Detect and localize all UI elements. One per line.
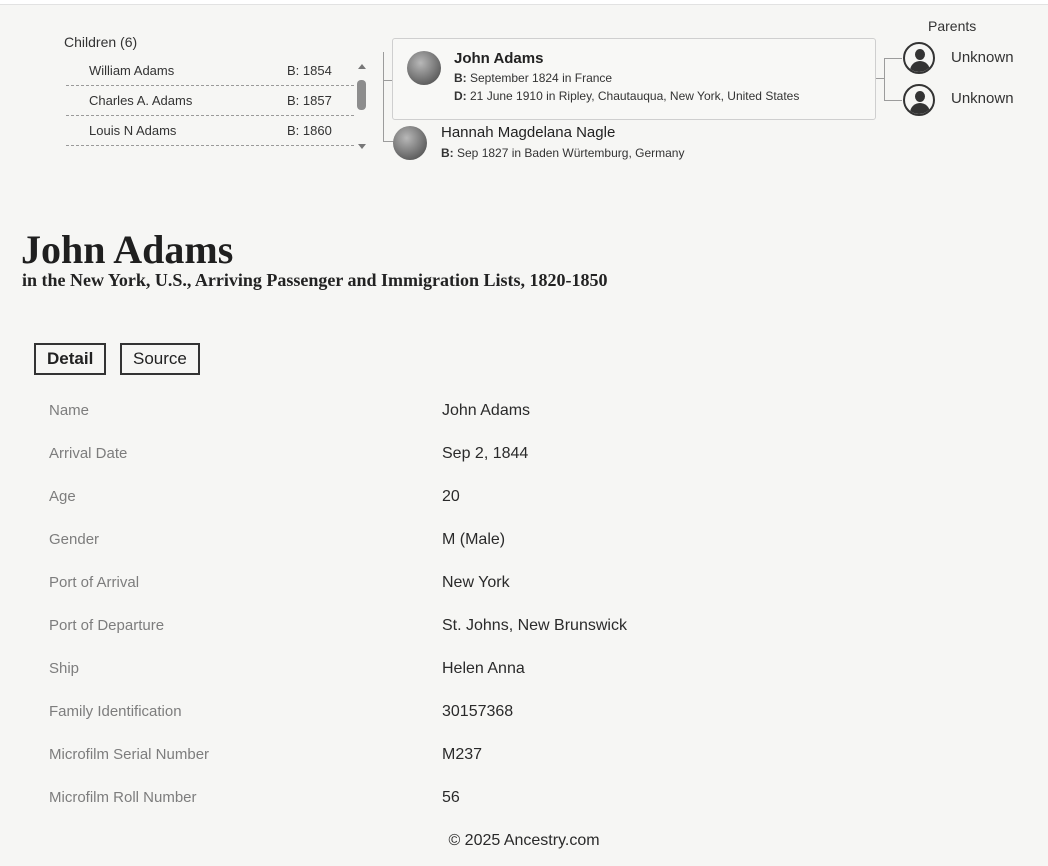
child-row[interactable]	[66, 86, 354, 116]
father-death: D: 21 June 1910 in Ripley, Chautauqua, New York, United States	[454, 89, 800, 103]
father-avatar[interactable]	[407, 51, 441, 85]
child-row[interactable]	[66, 56, 354, 86]
detail-value: 56	[442, 789, 460, 806]
child-name[interactable]: Charles A. Adams	[89, 93, 193, 108]
tree-connector	[884, 58, 902, 59]
detail-value: M (Male)	[442, 531, 506, 548]
children-scrollbar[interactable]	[355, 56, 371, 154]
father-name[interactable]: John Adams	[454, 50, 544, 67]
record-subtitle: in the New York, U.S., Arriving Passenger and Immigration Lists, 1820-1850	[22, 270, 608, 290]
detail-row	[0, 746, 1048, 789]
detail-value: 30157368	[442, 703, 514, 720]
detail-label: Age	[49, 488, 76, 505]
person-silhouette-icon[interactable]	[903, 84, 935, 116]
detail-row	[0, 617, 1048, 660]
children-title: Children (6)	[64, 34, 138, 50]
detail-label: Port of Arrival	[49, 574, 140, 591]
parent-unknown-2[interactable]: Unknown	[951, 90, 1014, 107]
tree-connector	[884, 58, 885, 100]
detail-value: Helen Anna	[442, 660, 525, 677]
detail-row	[0, 660, 1048, 703]
parent-unknown-1[interactable]: Unknown	[951, 49, 1014, 66]
mother-avatar[interactable]	[393, 126, 427, 160]
record-title: John Adams	[21, 227, 234, 272]
mother-name[interactable]: Hannah Magdelana Nagle	[441, 124, 616, 141]
tab-detail[interactable]: Detail	[34, 343, 106, 375]
detail-value: St. Johns, New Brunswick	[442, 617, 627, 634]
detail-row	[0, 574, 1048, 617]
child-birth: B: 1854	[287, 63, 332, 78]
child-row[interactable]	[66, 116, 354, 146]
father-birth: B: September 1824 in France	[454, 71, 613, 85]
detail-label: Microfilm Roll Number	[49, 789, 197, 806]
detail-label: Ship	[49, 660, 80, 677]
detail-value: John Adams	[442, 402, 531, 419]
tree-connector	[884, 100, 902, 101]
child-name[interactable]: Louis N Adams	[89, 123, 177, 138]
detail-row	[0, 445, 1048, 488]
detail-row	[0, 488, 1048, 531]
parents-title: Parents	[928, 18, 977, 34]
child-birth: B: 1860	[287, 123, 332, 138]
detail-label: Microfilm Serial Number	[49, 746, 210, 763]
detail-row	[0, 402, 1048, 445]
tree-connector	[383, 52, 384, 142]
detail-value: 20	[442, 488, 460, 505]
detail-row	[0, 531, 1048, 574]
detail-label: Arrival Date	[49, 445, 128, 462]
detail-value: M237	[442, 746, 483, 763]
detail-label: Name	[49, 402, 90, 419]
detail-row	[0, 789, 1048, 832]
father-card[interactable]	[392, 38, 876, 120]
children-panel	[64, 34, 354, 154]
detail-row	[0, 703, 1048, 746]
detail-value: Sep 2, 1844	[442, 445, 529, 462]
scroll-down-icon[interactable]	[358, 144, 366, 149]
child-birth: B: 1857	[287, 93, 332, 108]
child-row-partial	[66, 146, 354, 154]
scroll-up-icon[interactable]	[358, 64, 366, 69]
copyright-footer: © 2025 Ancestry.com	[448, 832, 600, 849]
child-name[interactable]: William Adams	[89, 63, 175, 78]
mother-birth: B: Sep 1827 in Baden Würtemburg, Germany	[441, 146, 685, 160]
top-border	[0, 0, 1048, 5]
detail-label: Gender	[49, 531, 100, 548]
person-silhouette-icon[interactable]	[903, 42, 935, 74]
tab-source[interactable]: Source	[120, 343, 200, 375]
detail-value: New York	[442, 574, 510, 591]
detail-label: Port of Departure	[49, 617, 165, 634]
scroll-thumb[interactable]	[357, 80, 366, 110]
detail-label: Family Identification	[49, 703, 182, 720]
